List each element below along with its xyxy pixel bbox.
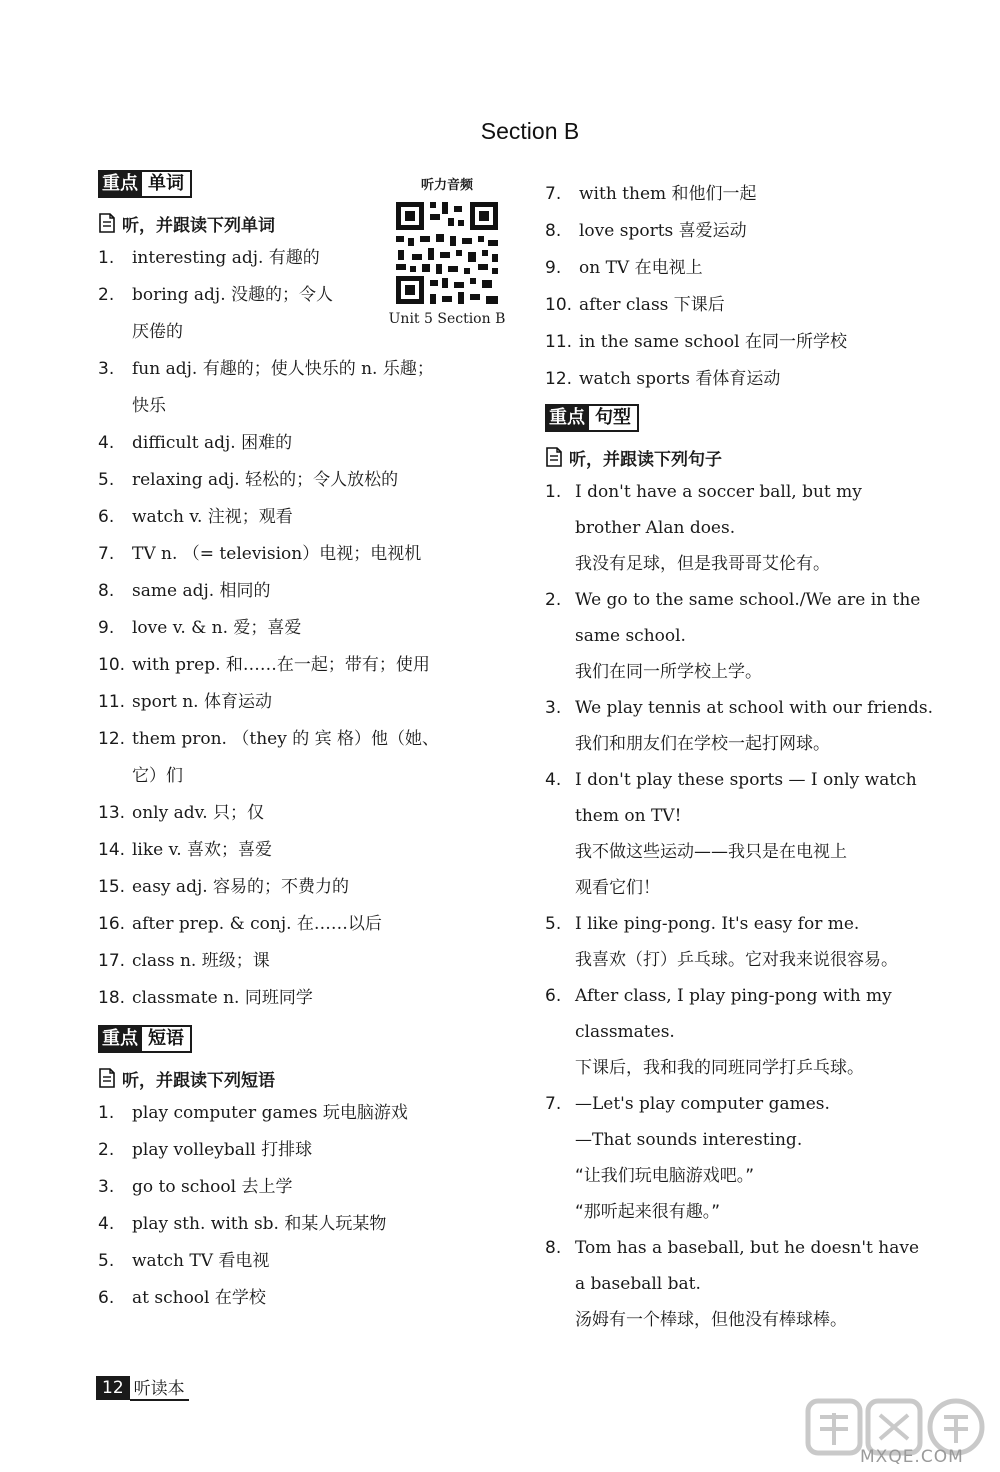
phrase-item — [98, 1169, 518, 1206]
sentence-item — [545, 978, 963, 1086]
sentence-english: We go to the same school./We are in the — [575, 590, 921, 610]
word-item — [98, 573, 518, 610]
sentence-chinese: 下课后，我和我的同班同学打乒乓球。 — [575, 1058, 864, 1078]
phrase-number: 7. — [545, 184, 562, 204]
sentence-english-continued: a baseball bat. — [575, 1274, 701, 1294]
sentence-english-continued: brother Alan does. — [575, 518, 736, 538]
phrase-number: 11. — [545, 332, 573, 352]
word-number: 1. — [98, 248, 115, 268]
word-item — [98, 869, 518, 906]
sentence-english: I don't play these sports — I only watch — [575, 770, 917, 790]
page-title: Section B — [480, 118, 580, 144]
word-text: after prep. & conj. 在……以后 — [132, 914, 382, 934]
word-item — [98, 906, 518, 943]
word-text: interesting adj. 有趣的 — [132, 248, 320, 268]
word-item — [98, 795, 518, 832]
word-text: like v. 喜欢；喜爱 — [132, 840, 273, 860]
word-item — [98, 721, 518, 758]
phrases-section-header — [98, 1025, 518, 1053]
sentence-english-continued: classmates. — [575, 1022, 675, 1042]
document-icon — [98, 1068, 116, 1088]
sentence-english: Tom has a baseball, but he doesn't have — [575, 1238, 920, 1258]
sentence-number: 8. — [545, 1238, 562, 1258]
sentences-instruction-text: 听，并跟读下列句子 — [569, 449, 722, 470]
phrase-text: watch TV 看电视 — [132, 1251, 270, 1271]
words-list — [98, 240, 518, 1017]
sentence-first-line — [545, 1230, 963, 1266]
phrase-text: in the same school 在同一所学校 — [579, 332, 847, 352]
phrase-number: 5. — [98, 1251, 115, 1271]
word-number: 13. — [98, 803, 126, 823]
sentence-english: We play tennis at school with our friends. — [575, 698, 934, 718]
sentence-chinese: 我喜欢（打）乒乓球。它对我来说很容易。 — [575, 950, 898, 970]
sentences-list — [545, 474, 963, 1338]
sentence-chinese: 我没有足球，但是我哥哥艾伦有。 — [575, 554, 830, 574]
phrase-item — [545, 324, 963, 361]
phrase-text: with them 和他们一起 — [579, 184, 757, 204]
sentence-number: 2. — [545, 590, 562, 610]
word-number: 6. — [98, 507, 115, 527]
words-instruction-text: 听，并跟读下列单词 — [122, 215, 275, 236]
sentences-section-header — [545, 404, 963, 432]
sentence-first-line — [545, 1086, 963, 1122]
sentence-english: After class, I play ping-pong with my — [575, 986, 892, 1006]
word-number: 4. — [98, 433, 115, 453]
word-text: fun adj. 有趣的；使人快乐的 n. 乐趣； — [132, 359, 434, 379]
document-icon — [98, 213, 116, 233]
phrase-item — [545, 176, 963, 213]
sentence-first-line — [545, 906, 963, 942]
phrases-list — [98, 1095, 518, 1317]
phrase-number: 1. — [98, 1103, 115, 1123]
phrases-instruction — [98, 1065, 518, 1091]
word-item — [98, 425, 518, 462]
sentence-number: 6. — [545, 986, 562, 1006]
word-text: same adj. 相同的 — [132, 581, 271, 601]
sentence-first-line — [545, 582, 963, 618]
left-column — [98, 170, 518, 1317]
word-text: watch v. 注视；观看 — [132, 507, 293, 527]
phrase-item — [98, 1095, 518, 1132]
word-item — [98, 351, 518, 388]
sentence-chinese: 观看它们！ — [575, 878, 660, 898]
word-text: them pron. （they 的 宾 格）他（她、 — [132, 729, 440, 749]
sentence-item — [545, 690, 963, 762]
phrase-number: 10. — [545, 295, 573, 315]
word-number: 5. — [98, 470, 115, 490]
phrase-item — [98, 1132, 518, 1169]
phrase-text: at school 在学校 — [132, 1288, 266, 1308]
phrases-section-name: 短语 — [142, 1025, 192, 1053]
sentence-number: 7. — [545, 1094, 562, 1114]
phrase-item — [545, 213, 963, 250]
sentence-first-line — [545, 978, 963, 1014]
phrase-text: love sports 喜爱运动 — [579, 221, 747, 241]
words-section-header — [98, 170, 518, 198]
phrase-text: play volleyball 打排球 — [132, 1140, 313, 1160]
phrase-item — [545, 250, 963, 287]
word-text-continued: 它）们 — [132, 766, 183, 786]
phrase-number: 4. — [98, 1214, 115, 1234]
word-text: class n. 班级；课 — [132, 951, 270, 971]
word-text: TV n. （= television）电视；电视机 — [132, 544, 422, 564]
sentence-item — [545, 906, 963, 978]
words-section-name: 单词 — [142, 170, 192, 198]
document-icon — [545, 447, 563, 467]
word-number: 18. — [98, 988, 126, 1008]
word-number: 2. — [98, 285, 115, 305]
phrase-text: watch sports 看体育运动 — [579, 369, 781, 389]
word-item — [98, 536, 518, 573]
sentence-chinese: 我们和朋友们在学校一起打网球。 — [575, 734, 830, 754]
footer-label: 听读本 — [130, 1374, 189, 1401]
word-text: boring adj. 没趣的；令人 — [132, 285, 334, 305]
word-item — [98, 499, 518, 536]
phrases-instruction-text: 听，并跟读下列短语 — [122, 1070, 275, 1091]
sentence-chinese: 我不做这些运动——我只是在电视上 — [575, 842, 847, 862]
phrase-item — [98, 1206, 518, 1243]
phrase-item — [98, 1280, 518, 1317]
word-number: 16. — [98, 914, 126, 934]
sentence-english-continued: —That sounds interesting. — [575, 1130, 803, 1150]
words-section-tag: 重点 — [98, 170, 142, 198]
word-number: 12. — [98, 729, 126, 749]
sentence-item — [545, 474, 963, 582]
phrase-number: 12. — [545, 369, 573, 389]
word-number: 7. — [98, 544, 115, 564]
phrase-text: play computer games 玩电脑游戏 — [132, 1103, 408, 1123]
phrases-list-continued — [545, 176, 963, 398]
word-text: love v. & n. 爱；喜爱 — [132, 618, 302, 638]
word-number: 3. — [98, 359, 115, 379]
sentence-english: I don't have a soccer ball, but my — [575, 482, 862, 502]
word-number: 10. — [98, 655, 126, 675]
sentence-chinese: “让我们玩电脑游戏吧。” — [575, 1166, 755, 1186]
phrases-section-tag: 重点 — [98, 1025, 142, 1053]
phrase-number: 9. — [545, 258, 562, 278]
sentence-item — [545, 1086, 963, 1230]
watermark-url: MXQE.COM — [860, 1447, 964, 1467]
sentence-english: I like ping-pong. It's easy for me. — [575, 914, 860, 934]
word-text-continued: 厌倦的 — [132, 322, 183, 342]
phrase-text: go to school 去上学 — [132, 1177, 293, 1197]
word-text: easy adj. 容易的；不费力的 — [132, 877, 350, 897]
page-number: 12 — [96, 1376, 130, 1400]
word-item — [98, 980, 518, 1017]
sentence-first-line — [545, 762, 963, 798]
sentence-item — [545, 762, 963, 906]
word-item — [98, 832, 518, 869]
phrase-number: 8. — [545, 221, 562, 241]
phrase-text: play sth. with sb. 和某人玩某物 — [132, 1214, 387, 1234]
phrase-item — [98, 1243, 518, 1280]
page-footer — [96, 1374, 189, 1401]
word-item — [98, 610, 518, 647]
phrase-number: 2. — [98, 1140, 115, 1160]
phrase-text: after class 下课后 — [579, 295, 725, 315]
word-item — [98, 277, 518, 314]
sentence-item — [545, 1230, 963, 1338]
word-text-continued: 快乐 — [132, 396, 166, 416]
word-text: only adv. 只；仅 — [132, 803, 265, 823]
word-text: sport n. 体育运动 — [132, 692, 272, 712]
sentence-number: 4. — [545, 770, 562, 790]
word-number: 9. — [98, 618, 115, 638]
sentence-chinese: “那听起来很有趣。” — [575, 1202, 721, 1222]
word-text: relaxing adj. 轻松的；令人放松的 — [132, 470, 399, 490]
sentences-instruction — [545, 444, 963, 470]
word-text: classmate n. 同班同学 — [132, 988, 313, 1008]
words-instruction — [98, 210, 518, 236]
sentence-first-line — [545, 474, 963, 510]
word-text: with prep. 和……在一起；带有；使用 — [132, 655, 430, 675]
sentence-chinese: 我们在同一所学校上学。 — [575, 662, 762, 682]
word-item — [98, 684, 518, 721]
sentences-section-tag: 重点 — [545, 404, 589, 432]
sentence-first-line — [545, 690, 963, 726]
word-item — [98, 943, 518, 980]
sentence-english-continued: same school. — [575, 626, 686, 646]
phrase-text: on TV 在电视上 — [579, 258, 703, 278]
sentence-chinese: 汤姆有一个棒球，但他没有棒球棒。 — [575, 1310, 847, 1330]
sentence-number: 3. — [545, 698, 562, 718]
sentence-item — [545, 582, 963, 690]
word-number: 15. — [98, 877, 126, 897]
sentence-english-continued: them on TV! — [575, 806, 682, 826]
word-item — [98, 647, 518, 684]
word-text: difficult adj. 困难的 — [132, 433, 293, 453]
sentence-number: 1. — [545, 482, 562, 502]
phrase-item — [545, 361, 963, 398]
word-number: 11. — [98, 692, 126, 712]
word-number: 17. — [98, 951, 126, 971]
word-number: 14. — [98, 840, 126, 860]
right-column — [545, 176, 963, 1338]
word-item — [98, 240, 518, 277]
sentence-english: —Let's play computer games. — [575, 1094, 830, 1114]
phrase-item — [545, 287, 963, 324]
sentence-number: 5. — [545, 914, 562, 934]
word-number: 8. — [98, 581, 115, 601]
qr-label: 听力音频 — [420, 178, 473, 193]
phrase-number: 3. — [98, 1177, 115, 1197]
word-item — [98, 462, 518, 499]
sentences-section-name: 句型 — [589, 404, 639, 432]
phrase-number: 6. — [98, 1288, 115, 1308]
qr-caption: Unit 5 Section B — [388, 311, 506, 327]
